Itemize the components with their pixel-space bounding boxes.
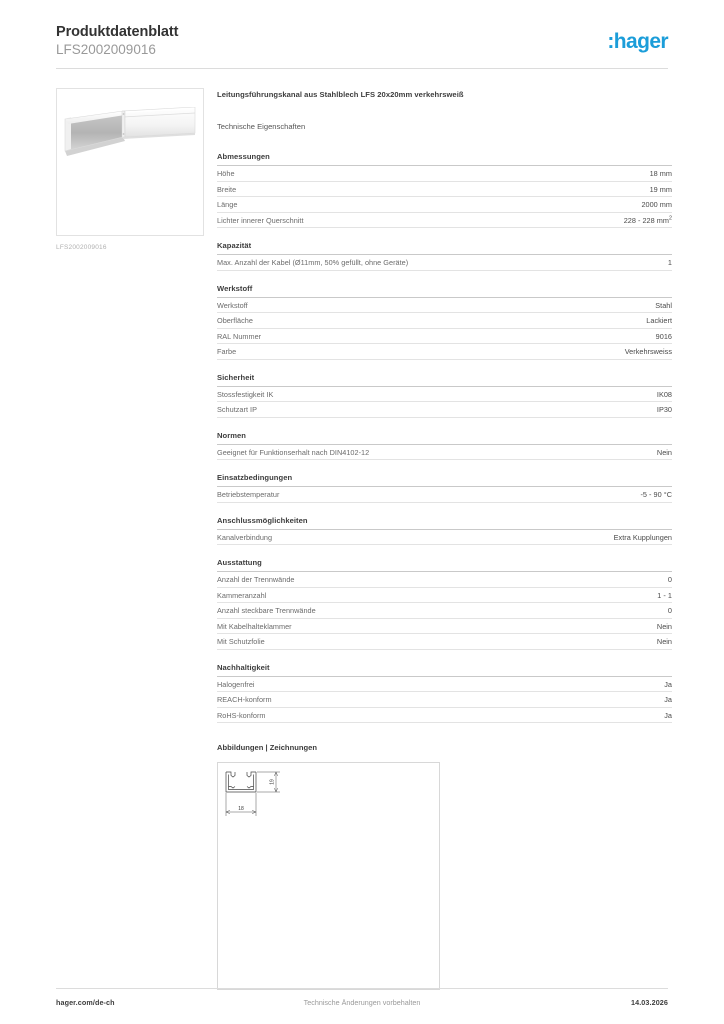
spec-row-value: Ja (664, 695, 672, 704)
spec-row-label: Werkstoff (217, 300, 248, 310)
spec-section (217, 473, 672, 503)
spec-section (217, 373, 672, 418)
spec-row-value: 1 - 1 (657, 590, 672, 600)
spec-row-value: Nein (656, 447, 672, 457)
spec-row (217, 677, 672, 693)
spec-row-value: Ja (664, 710, 672, 720)
spec-section (217, 284, 672, 360)
spec-section-title: Werkstoff (217, 284, 672, 298)
spec-row-label: Breite (217, 184, 237, 194)
spec-row-label: Halogenfrei (217, 679, 255, 689)
spec-row (217, 329, 672, 345)
spec-row (217, 708, 672, 724)
spec-row (217, 530, 672, 546)
spec-section-title: Normen (217, 431, 672, 445)
page-title: Produktdatenblatt (56, 24, 179, 40)
product-figure (56, 88, 204, 251)
spec-row (217, 313, 672, 329)
spec-section-title: Anschlussmöglichkeiten (217, 516, 672, 530)
page-footer (56, 998, 668, 1007)
spec-row-value: 0 (667, 575, 672, 584)
spec-section (217, 516, 672, 546)
footer-date: 14.03.2026 (631, 998, 668, 1007)
spec-row (217, 588, 672, 604)
footer-disclaimer: Technische Änderungen vorbehalten (303, 998, 421, 1007)
spec-row-label: Max. Anzahl der Kabel (Ø11mm, 50% gefüllt, ohne Geräte) (217, 258, 409, 267)
spec-row-label: Kanalverbindung (217, 532, 273, 542)
spec-row (217, 213, 672, 229)
spec-row (217, 603, 672, 619)
drawings-heading: Abbildungen | Zeichnungen (217, 743, 317, 752)
technical-properties-heading: Technische Eigenschaften (217, 122, 306, 131)
spec-row-label: Anzahl der Trennwände (217, 575, 295, 584)
spec-row-label: Anzahl steckbare Trennwände (217, 606, 316, 615)
spec-row-label: Höhe (217, 169, 235, 178)
spec-section-title: Ausstattung (217, 558, 672, 572)
spec-row-value: 0 (667, 606, 672, 615)
spec-row-label: Geeignet für Funktionserhalt nach DIN4102-12 (217, 447, 370, 457)
page-subtitle-article-number: LFS2002009016 (56, 42, 156, 57)
spec-row-label: Farbe (217, 347, 237, 356)
product-photo-cable-trunking (63, 107, 197, 163)
spec-row (217, 182, 672, 198)
spec-section-title: Nachhaltigkeit (217, 663, 672, 677)
spec-sections (217, 152, 672, 723)
product-image-caption: LFS2002009016 (56, 244, 107, 251)
spec-row-label: Mit Kabelhalteklammer (217, 621, 292, 631)
spec-row (217, 298, 672, 314)
spec-row-value: -5 - 90 °C (640, 490, 672, 499)
spec-section (217, 152, 672, 228)
spec-row (217, 166, 672, 182)
spec-row-value: Nein (656, 621, 672, 631)
spec-row-label: Betriebstemperatur (217, 490, 280, 499)
product-name: Leitungsführungskanal aus Stahlblech LFS 20x20mm verkehrsweiß (217, 90, 464, 99)
spec-row-label: Stossfestigkeit IK (217, 389, 274, 399)
technical-drawing-box (217, 762, 440, 990)
spec-row-label: Schutzart IP (217, 405, 257, 414)
spec-row-value: Verkehrsweiss (624, 347, 672, 356)
spec-section-title: Sicherheit (217, 373, 672, 387)
spec-row-value: IP30 (656, 405, 672, 414)
spec-row-label: Länge (217, 200, 238, 209)
spec-row-label: RoHS-konform (217, 710, 266, 720)
product-image-box (56, 88, 204, 236)
spec-row (217, 572, 672, 588)
page-header (56, 24, 668, 68)
spec-row-label: RAL Nummer (217, 331, 262, 341)
spec-row (217, 402, 672, 418)
dimension-height-label: 19 (269, 779, 276, 785)
spec-row-value: 9016 (655, 331, 672, 341)
spec-row-value: Extra Kupplungen (613, 532, 672, 542)
spec-section (217, 558, 672, 650)
spec-row-value: Ja (664, 679, 672, 689)
specification-column (217, 90, 672, 990)
footer-website[interactable]: hager.com/de-ch (56, 998, 115, 1007)
spec-row-label: Kammeranzahl (217, 590, 267, 600)
spec-row (217, 692, 672, 708)
drawings-block (217, 743, 672, 990)
spec-row (217, 197, 672, 213)
spec-row-label: Lichter innerer Querschnitt (217, 215, 304, 225)
spec-row-label: Mit Schutzfolie (217, 637, 265, 646)
spec-section-title: Abmessungen (217, 152, 672, 166)
spec-row (217, 445, 672, 461)
spec-row-label: Oberfläche (217, 316, 253, 325)
footer-divider (56, 988, 668, 989)
spec-row-value: 18 mm (649, 169, 672, 178)
hager-logo: :hager (607, 30, 668, 53)
cross-section-drawing (220, 766, 370, 846)
spec-row-value: 1 (667, 258, 672, 267)
spec-row-value: 19 mm (649, 184, 672, 194)
spec-row-value: Stahl (655, 300, 672, 310)
spec-row (217, 487, 672, 503)
spec-section-title: Einsatzbedingungen (217, 473, 672, 487)
spec-section (217, 431, 672, 461)
header-divider (56, 68, 668, 69)
spec-row (217, 387, 672, 403)
spec-section (217, 663, 672, 724)
spec-row (217, 255, 672, 271)
spec-row (217, 634, 672, 650)
spec-row-value: Nein (656, 637, 672, 646)
spec-row-value: 228 - 228 $mm^2$ (623, 215, 672, 225)
spec-row-value: 2000 mm (641, 200, 672, 209)
spec-section (217, 241, 672, 271)
spec-row-value: IK08 (656, 389, 672, 399)
spec-row-value: Lackiert (646, 316, 672, 325)
spec-row (217, 344, 672, 360)
spec-row-label: REACH-konform (217, 695, 272, 704)
dimension-width-label: 18 (238, 806, 244, 813)
spec-section-title: Kapazität (217, 241, 672, 255)
spec-row (217, 619, 672, 635)
